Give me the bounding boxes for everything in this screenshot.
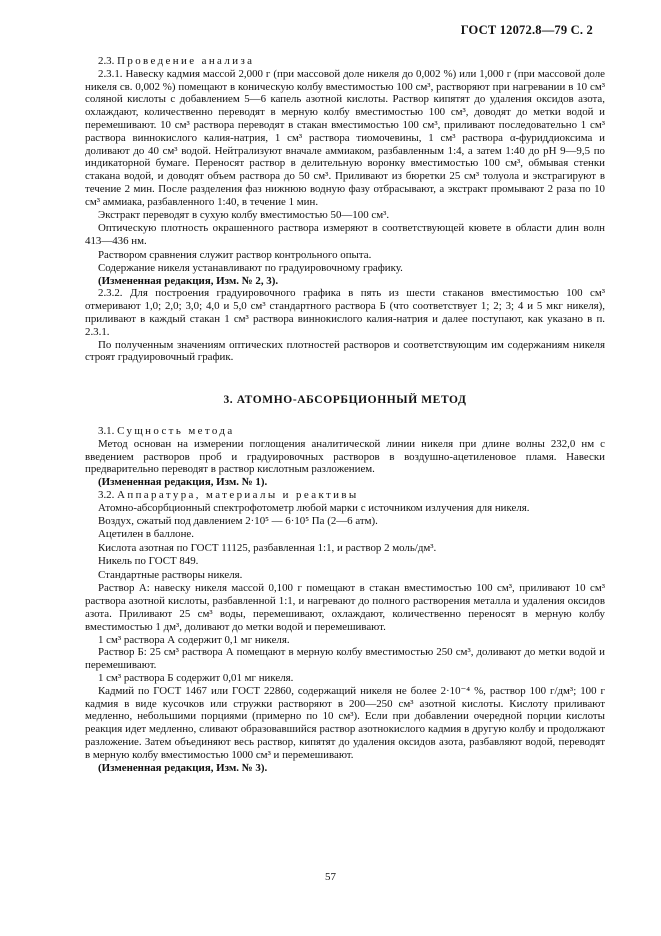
revision-note-3: (Измененная редакция, Изм. № 3). bbox=[98, 761, 268, 774]
paragraph-nitric-acid: Кислота азотная по ГОСТ 11125, разбавленная 1:1, и раствор 2 моль/дм³. bbox=[98, 542, 437, 555]
revision-note-1: (Измененная редакция, Изм. № 1). bbox=[98, 476, 268, 489]
section-3-1-number: 3.1. bbox=[98, 424, 115, 437]
section-3-2-title bbox=[85, 489, 605, 502]
revision-note-2-3: (Измененная редакция, Изм. № 2, 3). bbox=[98, 274, 279, 287]
page-header: ГОСТ 12072.8—79 С. 2 bbox=[460, 23, 593, 37]
paragraph-standard-solutions: Стандартные растворы никеля. bbox=[98, 568, 243, 581]
section-2-3-heading-text: Проведение анализа bbox=[117, 55, 255, 67]
paragraph-solution-b: Раствор Б: 25 см³ раствора А помещают в мерную колбу вместимостью 250 см³, доливают до метки водой и перемешивают. bbox=[85, 646, 605, 672]
paragraph-solution-b-content: 1 см³ раствора Б содержит 0,01 мг никеля. bbox=[98, 672, 294, 685]
section-3-2-heading-text: Аппаратура, материалы и реактивы bbox=[117, 488, 359, 501]
section-3-heading: 3. АТОМНО-АБСОРБЦИОННЫЙ МЕТОД bbox=[223, 394, 467, 407]
page-number: 57 bbox=[325, 871, 336, 883]
paragraph-solution-a-content: 1 см³ раствора А содержит 0,1 мг никеля. bbox=[98, 633, 290, 646]
paragraph-2-3-1: 2.3.1. Навеску кадмия массой 2,000 г (при массовой доле никеля до 0,002 %) или 1,000 г (при массовой доле никеля св. 0,002 %) помещают в коническую колбу вместимостью 100 см³, растворяют при нагревании в 10 см³ соляной кислоты с добавлением 5—6 капель азотной кислоты. Раствор кипятят до удаления оксидов азота, охлаждают, количественно переводят в мерную колбу вместимостью 100 см³, доводят до метки водой и перемешивают. 10 см³ раствора переводят в стакан вместимостью 100 см³, приливают последовательно 1 см³ раствора виннокислого калия-натрия, 1 см³ раствора тиомочевины, 1 см³ раствора α-фуриддиоксима и доливают до 40 см³ водой. Нейтрализуют вначале аммиаком, разбавленным 1:4, а затем 1:40 до рН 9—9,5 по индикаторной бумаге. Переносят раствор в делительную воронку вместимостью 100 см³, обмывая стенки стакана водой, и доводят объем раствора до 50 см³. Приливают из бюретки 25 см³ толуола и экстрагируют в течение 2 мин. После разделения фаз нижнюю водную фазу отбрасывают, а экстракт промывают 2 раза по 10 см³ аммиака, разбавленного 1:40, в течение 1 мин. bbox=[85, 67, 605, 208]
paragraph-spectrophotometer: Атомно-абсорбционный спектрофотометр любой марки с источником излучения для никеля. bbox=[98, 501, 530, 514]
paragraph-2-3-2: 2.3.2. Для построения градуировочного графика в пять из шести стаканов вместимостью 100 см³ отмеривают 1,0; 2,0; 3,0; 4,0 и 5,0 см³ стандартного раствора Б (что соответствует 1; 2; 3; 4 и 5 мкг никеля), приливают в каждый стакан 1 см³ раствора виннокислого калия-натрия и далее поступают, как указано в п. 2.3.1. bbox=[85, 287, 605, 338]
paragraph-solution-a: Раствор А: навеску никеля массой 0,100 г помещают в стакан вместимостью 100 см³, приливают 10 см³ раствора азотной кислоты, разбавленной 1:1, и нагревают до полного растворения металла и удаления оксидов азота. Приливают 25 см³ воды, перемешивают, охлаждают, количественно переносят в мерную колбу вместимостью 1 дм³, доливают до метки водой и перемешивают. bbox=[85, 582, 605, 633]
paragraph-compressed-air: Воздух, сжатый под давлением 2·10⁵ — 6·10⁵ Па (2—6 атм). bbox=[98, 514, 378, 527]
paragraph-calibration-graph: По полученным значениям оптических плотностей растворов и соответствующим им содержаниям никеля строят градуировочный график. bbox=[85, 338, 605, 364]
section-2-3-title bbox=[85, 55, 605, 68]
section-3-2-number: 3.2. bbox=[98, 488, 115, 501]
paragraph-acetylene: Ацетилен в баллоне. bbox=[98, 528, 194, 541]
document-body bbox=[85, 55, 605, 774]
paragraph-reference-solution: Раствором сравнения служит раствор контрольного опыта. bbox=[98, 248, 372, 261]
paragraph-nickel-gost: Никель по ГОСТ 849. bbox=[98, 554, 199, 567]
paragraph-cadmium-solution: Кадмий по ГОСТ 1467 или ГОСТ 22860, содержащий никеля не более 2·10⁻⁴ %, раствор 100 г/дм³; 100 г кадмия в виде кусочков или стружки растворяют в 200—250 см³ азотной кислоты. Кислоту приливают медленно, небольшими порциями (примерно по 10 см³). Если при добавлении очередной порции кислоты реакция идет медленно, сливают образовавшийся раствор азотнокислого кадмия в другую колбу и продолжают разложение. Затем объединяют весь раствор, кипятят до удаления оксидов азота, разбавляют водой, переводят в мерную колбу вместимостью 1000 см³ и перемешивают. bbox=[85, 684, 605, 761]
paragraph-nickel-content: Содержание никеля устанавливают по градуировочному графику. bbox=[98, 261, 403, 274]
paragraph-optical-density: Оптическую плотность окрашенного раствора измеряют в соответствующей кювете в области длин волн 413—436 нм. bbox=[85, 222, 605, 248]
section-2-3-number: 2.3. bbox=[98, 55, 115, 67]
paragraph-method-principle: Метод основан на измерении поглощения аналитической линии никеля при длине волны 232,0 нм с введением растворов проб и градуировочных растворов в воздушно-ацетиленовое пламя. Навески предварительно переводят в раствор кислотным разложением. bbox=[85, 437, 605, 476]
section-3-1-title bbox=[85, 425, 605, 438]
section-3-1-heading-text: Сущность метода bbox=[117, 424, 235, 437]
paragraph-extract-transfer: Экстракт переводят в сухую колбу вместимостью 50—100 см³. bbox=[98, 208, 390, 221]
